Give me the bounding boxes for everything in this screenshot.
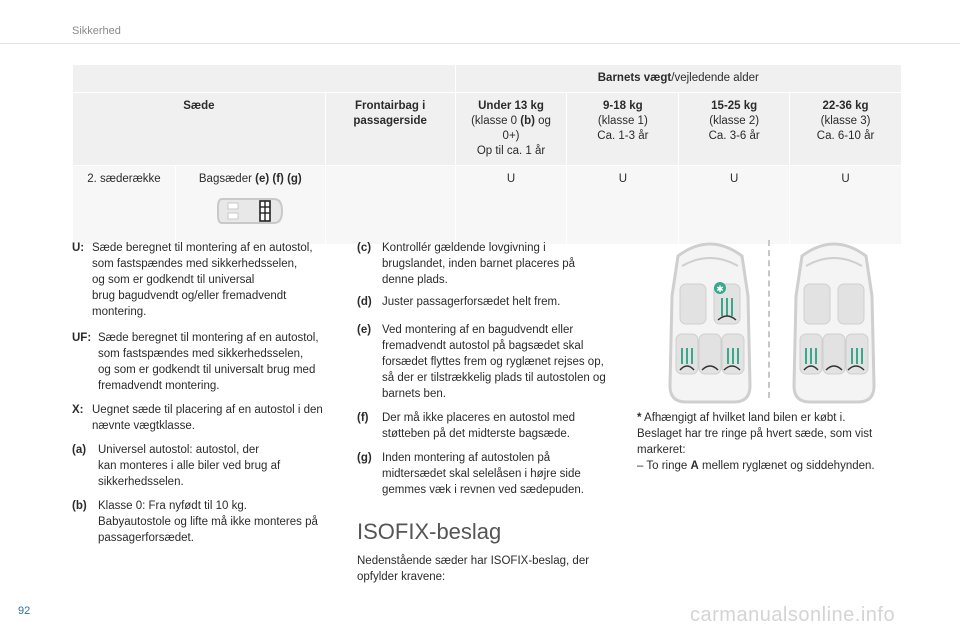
legend-f: (f) Der må ikke placeres en autostol med støtteben på det midterste bagsæde. xyxy=(357,412,576,440)
legend-X: X: Uegnet sæde til placering af en autostol i den nævnte vægtklasse. xyxy=(72,404,323,432)
legend-b: (b) Klasse 0: Fra nyfødt til 10 kg. Babyautostole og lifte må ikke monteres på passagerforsædet. xyxy=(72,500,318,544)
legend-g: (g) Inden montering af autostolen på midtersædet skal selelåsen i højre side gemmes væk i revnen ved sædepuden. xyxy=(357,452,584,496)
col-under13-header: Under 13 kg (klasse 0 (b) og 0+) Op til ca. 1 år xyxy=(455,93,567,166)
legend-c: (c) Kontrollér gældende lovgivning i brugslandet, inden barnet placeres på denne plads. xyxy=(357,242,576,286)
watermark: carmanualsonline.info xyxy=(690,604,896,626)
header-divider xyxy=(0,43,960,44)
car-isofix-diagram-right xyxy=(784,236,884,404)
row-airbag-cell xyxy=(325,166,455,245)
isofix-note: * Afhængigt af hvilket land bilen er købt i. Beslaget har tre ringe på hvert sæde, som vist markeret: – To ringe A mellem ryglænet og siddehynden. xyxy=(637,412,875,472)
legend-d: (d) Juster passagerforsædet helt frem. xyxy=(357,296,561,308)
svg-text:✱: ✱ xyxy=(716,285,724,295)
weight-header: Barnets vægt/vejledende alder xyxy=(455,65,901,93)
col-airbag-header: Frontairbag i passagerside xyxy=(325,93,455,166)
col-9-18-header: 9-18 kg (klasse 1) Ca. 1-3 år xyxy=(567,93,679,166)
legend-a: (a) Universel autostol: autostol, der kan monteres i alle biler ved brug af sikkerhedsselen. xyxy=(72,444,281,488)
row-value-4: U xyxy=(790,166,902,245)
legend-U: U: Sæde beregnet til montering af en autostol, som fastspændes med sikkerhedsselen, og som er godkendt til universal brug bagudvendt og/eller fremadvendt montering. xyxy=(72,242,313,318)
car-isofix-diagram-left xyxy=(660,236,760,404)
row-value-1: U xyxy=(455,166,567,245)
legend-UF: UF: Sæde beregnet til montering af en autostol, som fastspændes med sikkerhedsselen, og som er godkendt til universalt brug med fremadvendt montering. xyxy=(72,332,319,392)
page-number: 92 xyxy=(18,605,31,617)
car-rear-seats-icon xyxy=(214,193,286,229)
row-value-2: U xyxy=(567,166,679,245)
diagram-divider xyxy=(768,240,770,398)
blank-head-cell xyxy=(73,65,456,93)
isofix-title: ISOFIX-beslag xyxy=(357,519,502,544)
section-header: Sikkerhed xyxy=(72,25,121,37)
row-value-3: U xyxy=(679,166,790,245)
isofix-intro: Nedenstående sæder har ISOFIX-beslag, der opfylder kravene: xyxy=(357,555,590,583)
row-seat-cell: 2. sæderække xyxy=(73,166,176,245)
legend-e: (e) Ved montering af en bagudvendt eller fremadvendt autostol på bagsædet skal forsædet flyttes frem og ryglænet rejses op, så der er tilstrækkelig plads til autostolen og barnets ben. xyxy=(357,324,606,400)
col-15-25-header: 15-25 kg (klasse 2) Ca. 3-6 år xyxy=(679,93,790,166)
row-rear-seats-cell: Bagsæder (e) (f) (g) xyxy=(175,166,325,245)
col-seat-header: Sæde xyxy=(73,93,326,166)
child-seat-table xyxy=(72,64,902,245)
col-22-36-header: 22-36 kg (klasse 3) Ca. 6-10 år xyxy=(790,93,902,166)
